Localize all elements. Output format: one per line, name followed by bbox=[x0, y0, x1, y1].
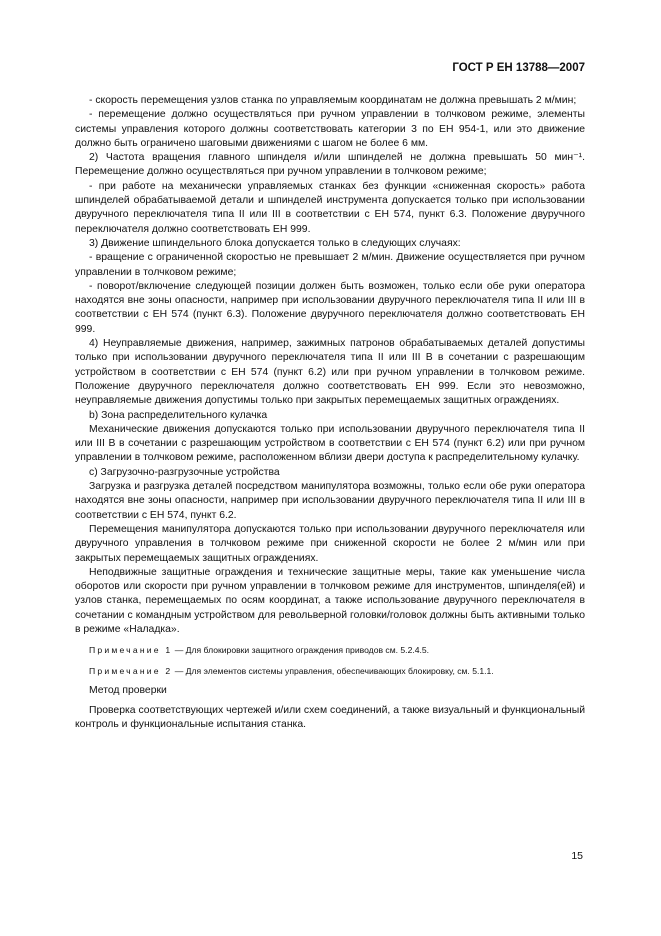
note bbox=[75, 664, 585, 678]
document-code: ГОСТ Р ЕН 13788—2007 bbox=[452, 62, 585, 74]
paragraph: Загрузка и разгрузка деталей посредством манипулятора возможны, только если обе руки оператора находятся вне зоны опасности, например при использовании двуручного переключателя типа II или III в соответствии с ЕН 574, пункт 6.2. bbox=[75, 481, 585, 521]
paragraph: 4) Неуправляемые движения, например, зажимных патронов обрабатываемых деталей допустимы только при использовании двуручного переключателя типа II или III В в сочетании с разрешающим устройством в соответствии с ЕН 574 (пункт 6.2) или при ручном управлении в толчковом режиме. Положение двуручного переключателя должно соответствовать ЕН 999. Если это невозможно, неуправляемые движения допустимы только при закрытых перемещаемых защитных ограждениях. bbox=[75, 338, 585, 407]
paragraph: Механические движения допускаются только при использовании двуручного переключателя типа II или III В в сочетании с разрешающим устройством в соответствии с ЕН 574 (пункт 6.2) или при ручном управлении в толчковом режиме, расположенном вблизи двери доступа к распределительному кулачку. bbox=[75, 423, 585, 464]
page-number: 15 bbox=[571, 850, 583, 862]
paragraph: 2) Частота вращения главного шпинделя и/или шпинделей не должна превышать 50 мин⁻¹. Перемещение должно осуществляться при ручном управлении в толчковом режиме; bbox=[75, 152, 585, 178]
paragraph: - при работе на механически управляемых станках без функции «сниженная скорость» работа шпинделей обрабатываемой детали и шпинделей инструмента допускается только при использовании двуручного переключателя типа II или III в соответствии с ЕН 574, пункт 6.3. Положение двуручного переключателя должно соответствовать ЕН 999. bbox=[75, 180, 585, 235]
subsection-heading: b) Зона распределительного кулачка bbox=[89, 409, 268, 421]
paragraph: 3) Движение шпиндельного блока допускается только в следующих случаях: bbox=[89, 237, 461, 249]
paragraph: - перемещение должно осуществляться при ручном управлении в толчковом режиме, элементы системы управления которого должны соответствовать категории 3 по ЕН 954-1, или это движение должно быть ограничено шаговыми движениями с шагом не более 6 мм. bbox=[75, 109, 585, 149]
verification-text: Проверка соответствующих чертежей и/или схем соединений, а также визуальный и функциональный контроль и функциональные испытания станка. bbox=[75, 705, 585, 731]
paragraph: - вращение с ограниченной скоростью не превышает 2 м/мин. Движение осуществляется при ручном управлении в толчковом режиме; bbox=[75, 252, 585, 278]
note-label: Примечание 1 bbox=[89, 645, 173, 656]
note-text: — Для элементов системы управления, обеспечивающих блокировку, см. 5.1.1. bbox=[172, 665, 494, 676]
subsection-heading: c) Загрузочно-разгрузочные устройства bbox=[89, 466, 280, 478]
paragraph: Неподвижные защитные ограждения и технические защитные меры, такие как уменьшение числа оборотов или скорости при ручном управлении в толчковом режиме для инструментов, шпинделя(ей) и узлов станка, перемещаемых по осям координат, а также использование двуручного переключателя в сочетании с командным устройством для револьверной головки/головок должны быть активными только в режиме «Наладка». bbox=[75, 566, 585, 635]
document-body bbox=[75, 94, 585, 733]
note bbox=[75, 643, 585, 657]
verification-heading: Метод проверки bbox=[89, 684, 167, 696]
paragraph: - поворот/включение следующей позиции должен быть возможен, только если обе руки оператора находятся вне зоны опасности, например при использовании двуручного переключателя типа II или III в соответствии с ЕН 574 (пункт 6.3). Положение двуручного переключателя должно соответствовать ЕН 999. bbox=[75, 280, 585, 335]
note-label: Примечание 2 bbox=[89, 665, 173, 676]
note-text: — Для блокировки защитного ограждения приводов см. 5.2.4.5. bbox=[172, 645, 430, 656]
paragraph: - скорость перемещения узлов станка по управляемым координатам не должна превышать 2 м/мин; bbox=[89, 95, 577, 106]
paragraph: Перемещения манипулятора допускаются только при использовании двуручного переключателя или двуручного управления в толчковом режиме при сниженной скорости не более 2 м/мин или при закрытых перемещаемых защитных ограждениях. bbox=[75, 523, 585, 564]
